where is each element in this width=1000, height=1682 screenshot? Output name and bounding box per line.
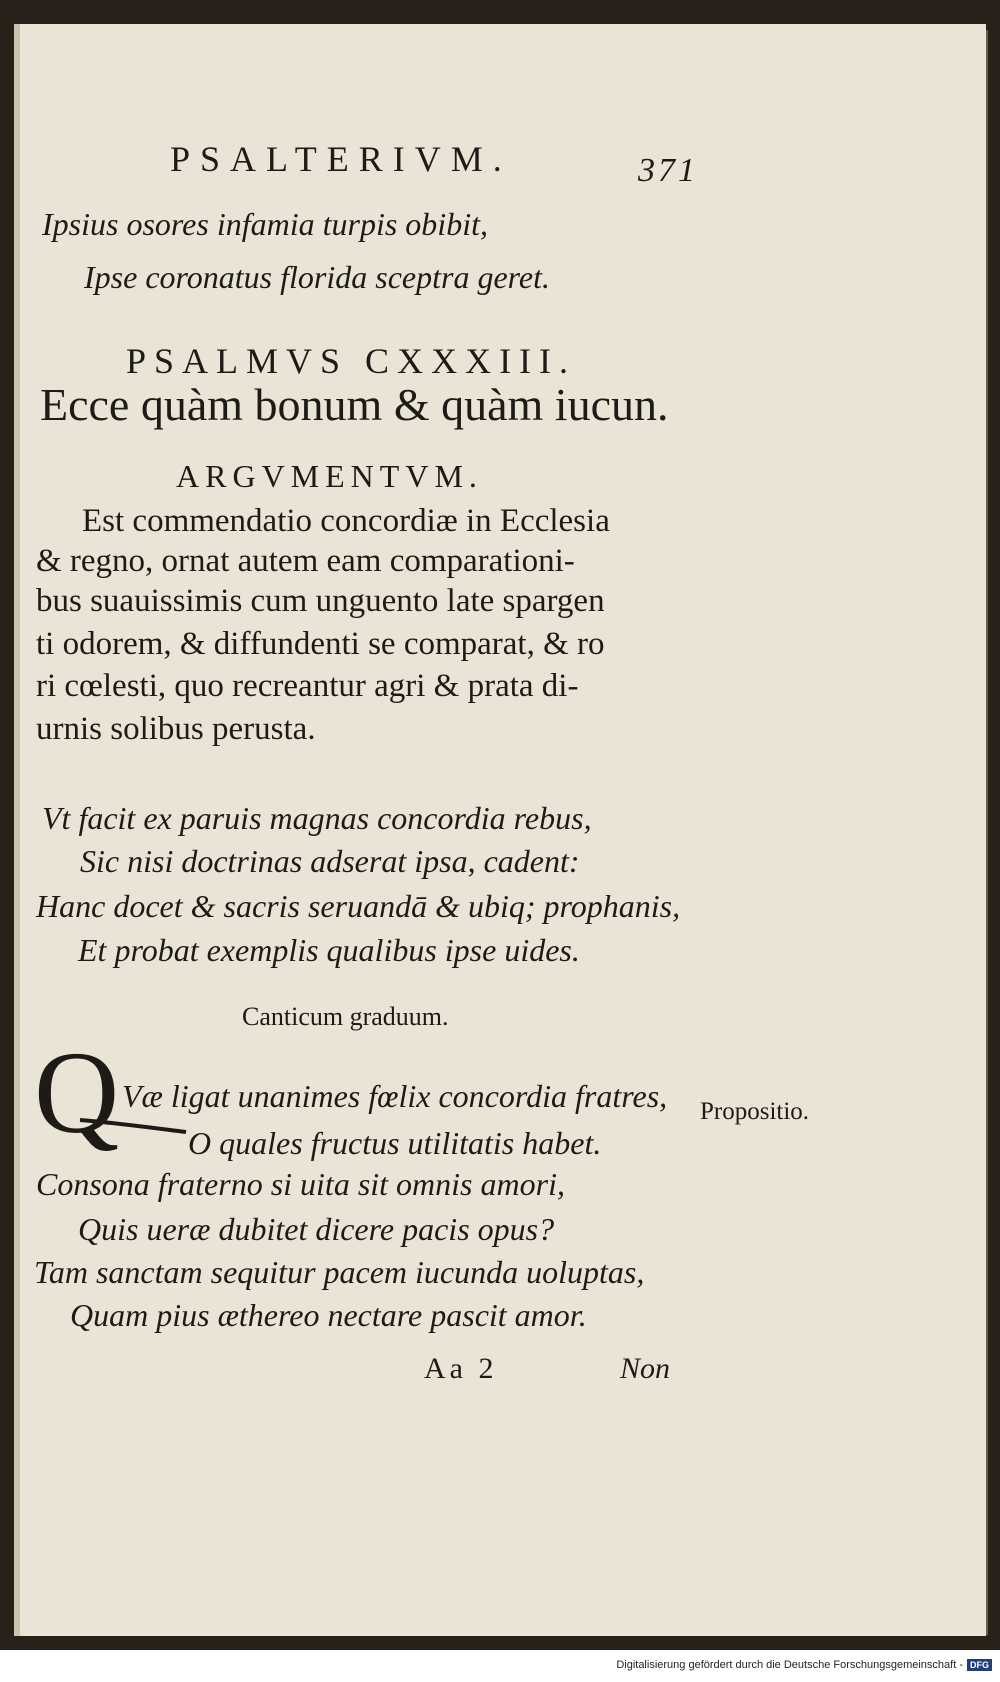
- page-number: 371: [638, 152, 698, 189]
- argument-line-4: ti odorem, & diffundenti se comparat, & ro: [36, 626, 605, 662]
- epigram-line-2: Sic nisi doctrinas adserat ipsa, cadent:: [80, 843, 580, 879]
- poem-line-2: O quales fructus utilitatis habet.: [188, 1125, 602, 1161]
- closing-line-2: Ipse coronatus florida sceptra geret.: [84, 259, 551, 295]
- footer-text: Digitalisierung gefördert durch die Deutsche Forschungsgemeinschaft -: [616, 1659, 963, 1671]
- poem-line-1: Væ ligat unanimes fœlix concordia fratres,: [122, 1078, 668, 1114]
- epigram-line-1: Vt facit ex paruis magnas concordia rebus,: [42, 800, 592, 836]
- closing-line-1: Ipsius osores infamia turpis obibit,: [42, 206, 488, 242]
- poem-line-3: Consona fraterno si uita sit omnis amori,: [36, 1166, 565, 1202]
- epigram-line-4: Et probat exemplis qualibus ipse uides.: [78, 932, 580, 968]
- argument-line-1: Est commendatio concordiæ in Ecclesia: [82, 503, 610, 539]
- drop-cap: Q: [34, 1027, 120, 1158]
- poem-line-6: Quam pius æthereo nectare pascit amor.: [70, 1297, 587, 1333]
- psalm-incipit: Ecce quàm bonum & quàm iucun.: [40, 379, 669, 430]
- argument-title: ARGVMENTVM.: [176, 458, 483, 494]
- running-header: PSALTERIVM.: [170, 139, 512, 179]
- epigram-line-3: Hanc docet & sacris seruandā & ubiq; prophanis,: [36, 888, 681, 924]
- argument-line-5: ri cœlesti, quo recreantur agri & prata di-: [36, 668, 579, 704]
- argument-line-6: urnis solibus perusta.: [36, 711, 316, 747]
- digitization-footer: [616, 1659, 992, 1671]
- dfg-logo[interactable]: DFG: [967, 1659, 992, 1671]
- poem-line-5: Tam sanctam sequitur pacem iucunda uoluptas,: [34, 1254, 645, 1290]
- psalm-title: PSALMVS CXXXIII.: [126, 341, 577, 381]
- poem-line-4: Quis ueræ dubitet dicere pacis opus?: [78, 1211, 555, 1247]
- argument-line-3: bus suauissimis cum unguento late spargen: [36, 583, 605, 619]
- margin-note: Propositio.: [700, 1098, 810, 1125]
- drop-cap-flourish: [78, 1116, 188, 1134]
- canticum-title: Canticum graduum.: [242, 1002, 449, 1031]
- catchword: Non: [620, 1352, 671, 1385]
- signature-mark: Aa 2: [424, 1352, 498, 1385]
- argument-line-2: & regno, ornat autem eam comparationi-: [36, 543, 575, 579]
